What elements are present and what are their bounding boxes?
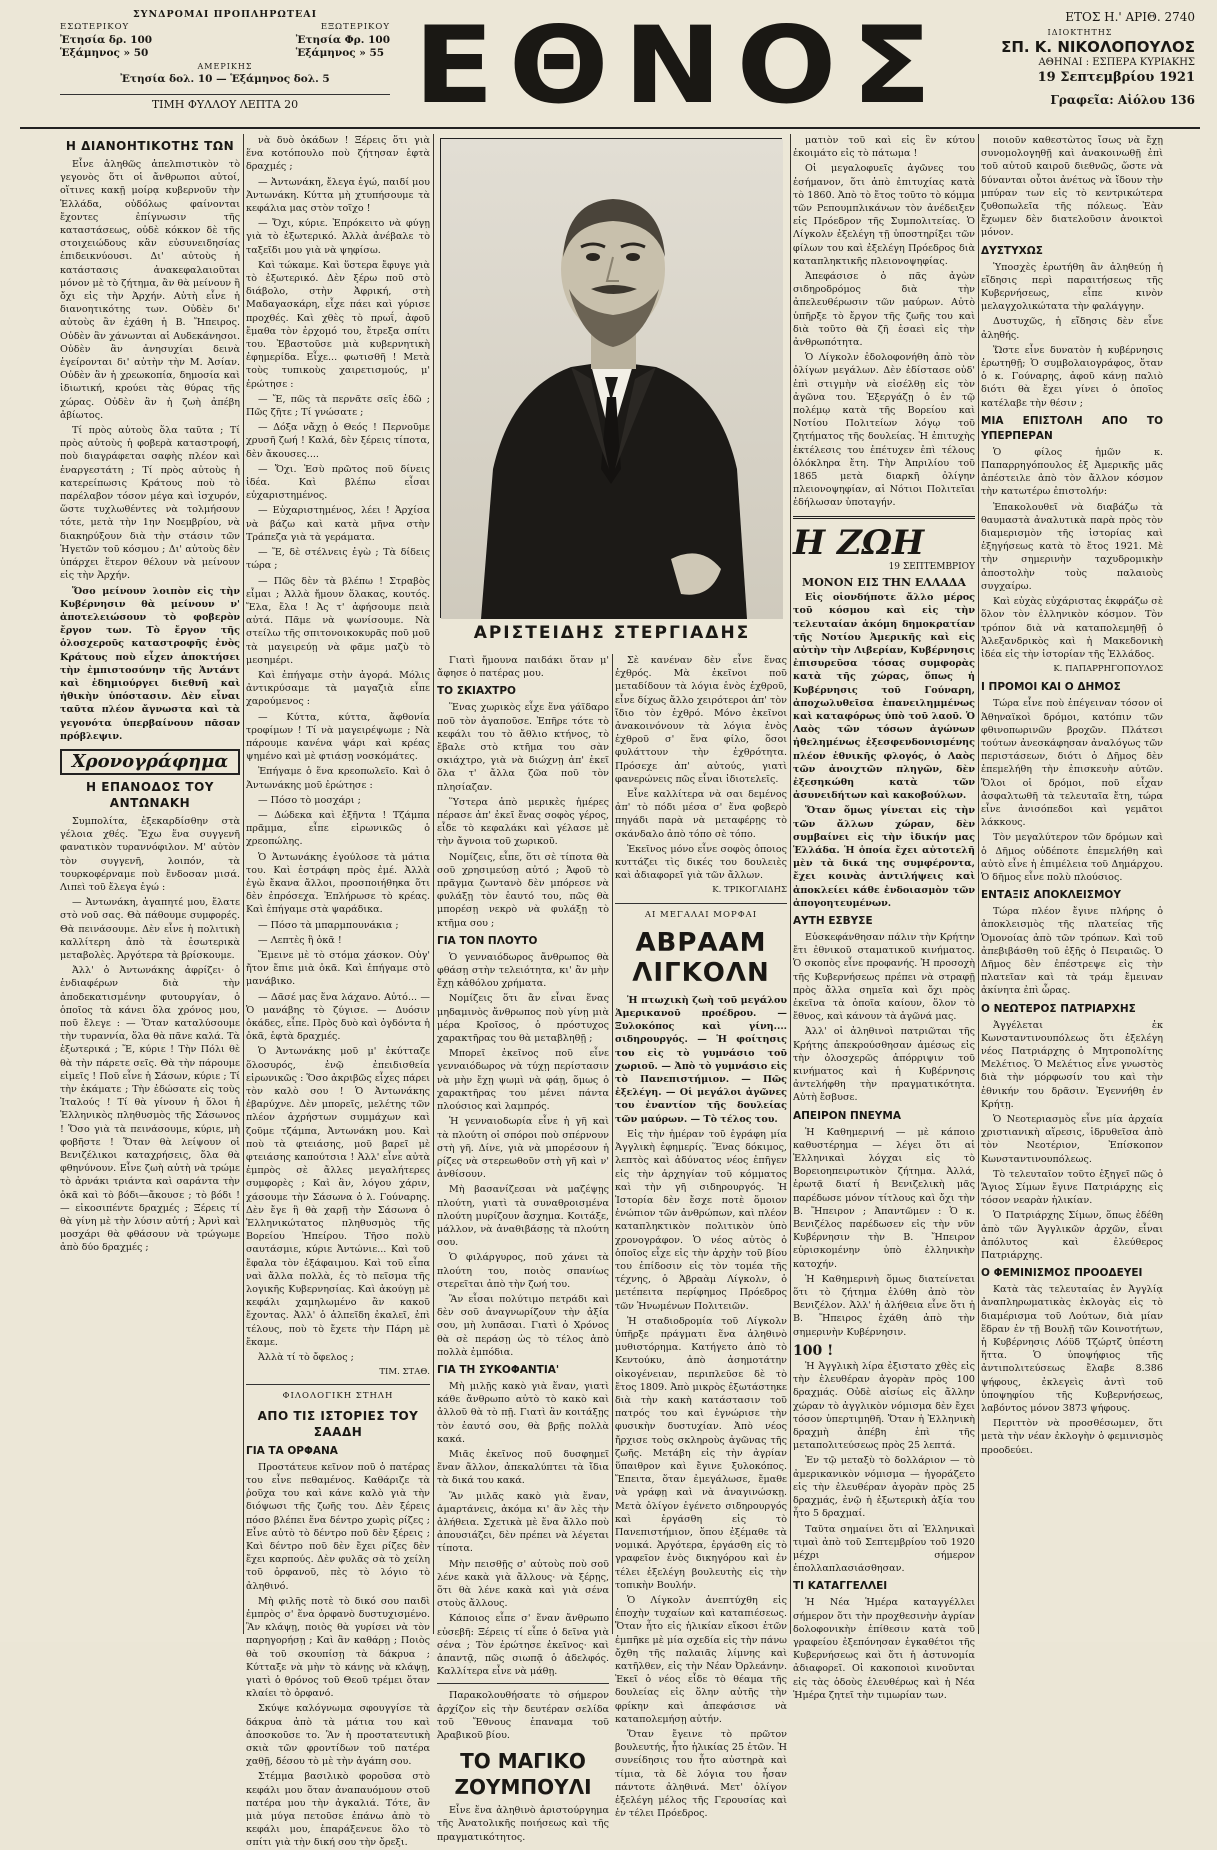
divider bbox=[793, 516, 975, 519]
paragraph: Σὲ κανέναν δὲν εἶνε ἕνας ἐχθρός. Μὰ ἐκεῖνοι ποῦ μεταδίδουν τὰ λόγια ἑνὸς ἐχθροῦ, εἶνε δίχως ἄλλο χειρότεροι ἀπ' τὸν ἴδιο τὸν ἐχθρό. Μόνο ἐκεῖνοι ἀνακοινόνουν τὰ λόγια ἑνὸς ἐχθροῦ σ' ἕνα φίλο, ὅσοι φυλάττουν τὴν ἐχθρότητα. Πρόσεχε ἀπ' αὐτούς, γιατὶ φανερώνεις πῶς εἶναι ἰδιοτελεῖς. bbox=[615, 655, 787, 785]
paragraph: Ταῦτα σημαίνει ὅτι αἱ Ἑλληνικαὶ τιμαὶ ἀπὸ τοῦ Σεπτεμβρίου τοῦ 1920 μέχρι σήμερον ἐπολλαπλασιάσθησαν. bbox=[793, 1523, 975, 1575]
paragraph: Ὅταν ὅμως γίνεται εἰς τὴν τῶν ἄλλων χώραν, δὲν συμβαίνει εἰς τὴν ἰδικήν μας Ἑλλάδα. Ἡ ὁποία ἔχει αὐτοτελῆ μὲν τὰ δικά της συμφέροντα, ἔχει κοινὰς ἀντιλήψεις καὶ ἀποκλείει κάθε ἐνδοιασμὸν τῶν ἀπογοητευμένων. bbox=[793, 805, 975, 909]
portrait-illustration bbox=[441, 139, 783, 619]
paragraph: Στέμμα βασιλικὸ φοροῦσα στὸ κεφάλι μου ὅταν ἀναπαυόμουν στοῦ πατέρα μου τὴν ἀγκαλιά. Τότε, ἂν μιὰ μύγα πετοῦσε ἐπάνω ἀπὸ τὸ κεφάλι μου, ἐπαράξενευε ὅλο τὸ σπίτι γιὰ τὴν δική σου τὴν ὄρεξι. bbox=[246, 1771, 430, 1849]
column-1 bbox=[60, 134, 240, 1634]
subheading-apokleismos: ΕΝΤΑΞΙΣ ΑΠΟΚΛΕΙΣΜΟΥ bbox=[981, 889, 1121, 902]
paragraph: Οἱ μεγαλοφυεῖς ἀγῶνες του ἐσήμανον, ὅτι ἀπὸ ἐπιτυχίας κατὰ τὸ 1860. Ἀπὸ τὸ ἔτος τοῦτο τὸ κόμμα τῶν Ρεπουμπλικάνων τὸν ἀνέδειξεν εἰς Πρόεδρον τῆς Συμπολιτείας. Ὁ Λίγκολν ἐξελέγη τῇ ὑποστηρίξει τῶν φίλων του καὶ ἐξελέγη Πρόεδρος διὰ καταπληκτικῆς πλειονοψηφίας. bbox=[793, 163, 975, 267]
paragraph: — Πόσο τὸ μοσχάρι ; bbox=[258, 794, 361, 806]
paragraph: ματιὸν τοῦ καὶ εἰς ἓν κύτου ἐκοιμάτο εἰς τὸ πάτωμα ! bbox=[793, 135, 975, 160]
subheading-feminism: Ο ΦΕΜΙΝΙΣΜΟΣ ΠΡΟΟΔΕΥΕΙ bbox=[981, 1267, 1143, 1280]
owner-name: ΣΠ. Κ. ΝΙΚΟΛΟΠΟΥΛΟΣ bbox=[1001, 38, 1195, 56]
paragraph: Ὁ Λίγκολν ἀνεπτύχθη εἰς ἐποχὴν τυχαίων καὶ καταπιέσεως. Ὅταν ἦτο εἰς ἡλικίαν εἴκοσι ἐτῶν ἐμπῆκε μὲ μία σχεδία εἰς τὴν πάνω ὄχθη τῆς παλαιᾶς λίμνης καὶ κατῆλθεν, εἰς τὴν Νέαν Ὀρλεάνην. Ἐκεῖ ὁ νέος εἶδε τὸ θέαμα τῆς δουλείας εἰς ὅλην αὐτῆς τὴν φρίκην καὶ ἀπεφάσισε νὰ καταπολεμήσῃ αὐτήν. bbox=[615, 1595, 787, 1725]
paragraph: Ἡ σταδιοδρομία τοῦ Λίγκολν ὑπῆρξε πράγματι ἕνα ἀληθινὸ μυθιστόρημα. Κατήγετο ἀπὸ τὸ Κεντούκυ, ἀπὸ ἀσημοτάτην οἰκογένειαν, περιπλεῦσε δὲ τὸ ἔτος 1809. Ἀπὸ μικρὸς ἐξωτάστηκε διὰ τὴν κακὴ κατάστασιν τοῦ πατρός του καὶ ἐγνώρισε τὴν φυσικὴν δυστυχίαν. Ἀπὸ νέος ἤρχισε τοὺς σκληροὺς ἀγῶνας τῆς ζωῆς. Μετάβη εἰς τὴν ἀγρίαν ὕπαιθρον καὶ ἔγινε ξυλοκόπος. Ἔπειτα, ὅταν ἐμεγάλωσε, ἔμαθε νὰ γράφῃ καὶ νὰ ἀναγινώσκῃ. Μετὰ ὀλίγον ἐγένετο σιδηρουργός καὶ ἐργάσθη εἰς τὸ Πανεπιστήμιον, ὅπου ἐξέμαθε τὰ νομικά. Ἀργότερα, ἐργάσθη εἰς τὸ γραφεῖον ἑνὸς δικηγόρου καὶ ἐν τέλει ἐξελέγη βουλευτὴς εἰς τὴν τοπικὴν Βουλήν. bbox=[615, 1315, 787, 1591]
subheading-patriarchis: Ο ΝΕΩΤΕΡΟΣ ΠΑΤΡΙΑΡΧΗΣ bbox=[981, 1002, 1136, 1015]
sub-left-1: Ἐτησία δρ. 100 bbox=[60, 34, 153, 46]
subheading-dromoi: Ι ΠΡΟΜΟΙ ΚΑΙ Ο ΔΗΜΟΣ bbox=[981, 681, 1121, 694]
column-rule bbox=[612, 654, 613, 1634]
paragraph: Ἀλλ' οἱ ἀληθινοὶ πατριῶται τῆς Κρήτης ἀπεκρούσθησαν ἀμέσως εἰς τὴν ὁλοσχερῶς ἀπόρριψιν τοῦ κινήματος καὶ ἡ Κυβέρνησις ἀντελήφθη τὴν πραγματικότητα. Αὐτὴ ἔσβυσε. bbox=[793, 1026, 975, 1104]
paragraph: Ὅταν ἔγεινε τὸ πρῶτον βουλευτής, ἦτο ἡλικίας 25 ἐτῶν. Ἡ συνείδησις του ἦτο αὐστηρὰ καὶ τίμια, τὰ δὲ λόγια του ἦσαν πάντοτε ἀληθινά. Μετ' ὀλίγον ἐξελέγη μέλος τῆς Γερουσίας καὶ ἐν τέλει Πρόεδρος. bbox=[615, 1729, 787, 1820]
paragraph: Τώρα εἶνε ποὺ ἐπέγειναν τόσον οἱ Ἀθηναϊκοὶ δρόμοι, κατόπιν τῶν φθινοπωρινῶν βροχῶν. Πλάτεσι τούτων ἀνεσκάφησαν ἀναλόγως τῶν περιστάσεων, διότι ὁ Δῆμος δὲν ἐπεμελήθη τὴν ἐπισκευὴν αὐτῶν. Ὅλοι οἱ δρόμοι, ποῦ εἶχαν ἀσφαλτωθῆ τὰ τελευταῖα ἔτη, τώρα εἶνε ἀνισόπεδοι καὶ γεμᾶτοι λάκκους. bbox=[981, 698, 1163, 829]
subheading-ploutos: ΓΙΑ ΤΟΝ ΠΛΟΥΤΟ bbox=[437, 934, 538, 947]
subheading-orphans: ΓΙΑ ΤΑ ΟΡΦΑΝΑ bbox=[246, 1444, 338, 1457]
paragraph: — Ἔ, πῶς τὰ περνᾶτε σεῖς ἐδῶ ; Πῶς ζῆτε ; Τί γνώσατε ; bbox=[246, 393, 430, 419]
sub-right-2: Ἑξάμηνος » 55 bbox=[295, 47, 385, 59]
paragraph: Ἀλλ' ὁ Ἀντωνάκης ἀφρίζει· ὁ ἐνδιαφέρων διὰ τὴν ἀποδεκατισμένην φυτουργίαν, ὁ ὁποῖος τὰ κάνει ὅλα χρόνος μου, ποῦ ἔλεγε : — Ὅταν καταλύσουμε τὴν τυραννία, ὅλα θὰ πᾶνε καλά. Τὰ ἐξωτερικά ; Ἔ, κύριε ! Τὴν Πόλι θὲ θὰ τὴν πάρετε σεῖς. Θὰ τὴν πάρουμε εἰμεῖς ! Ποῦ εἶνε ἡ Σάσων, κύριε ; Τί τὴν ἐκάματε ; Τὴν ἐδώσατε εἰς τοὺς Ἰταλούς ! Τί θὰ γίνουν ἡ ὅλοι ἡ Ἑλληνικὸς πληθυσμὸς τῆς Σάσωνος ! Ὅσο γιὰ τὰ πεινάσουμε, κύριε, μὴ φοβῆστε ! Ὅταν θὰ λείψουν οἱ Βενιζέλικοι καταχρήσεις, ὅλα θὰ φθηνύνουν. Εἶνε ζωὴ αὐτὴ νὰ τρώμε τὸ ἀρνάκι τριάντα καὶ σαράντα τὴν ὀκᾶ καὶ τὸ βόδι—ἄκουσε ; τὸ βόδι ! — εἰκοσιπέντε δραχμές ; Ξέρεις τί θὰ γίνη μὲ τὴν λύσιν αὐτή ; Ἀρνὶ καὶ μοσχάρι θὰ φθάσουν νὰ τρώγωμε ἀπὸ δύο δραχμές ; bbox=[60, 965, 240, 1254]
paragraph: Τί πρὸς αὐτοὺς ὅλα ταῦτα ; Τί πρὸς αὐτοὺς ἡ φοβερὰ καταστροφή, ποὺ διαγράφεται σαφὴς πλέον καὶ ἐναργεστάτη ; Τί πρὸς αὐτοὺς ἡ κατερείπωσις Κράτους ποὺ τὸ παρέλαβον τόσον μέγα καὶ ἰσχυρόν, ὥστε τυχλωθέντες νὰ τολμήσουν τότε, μετὰ τὴν 1ην Νοεμβρίου, νὰ διακηρύξουν διὰ τὴν στάσιν τῶν Ἡγετῶν τοῦ κόσμου ; Δι' αὐτοὺς δὲν ὑπάρχει ἕτερον θέλουν νὰ μείνουν εἰς τὴν Ἀρχήν. bbox=[60, 425, 240, 582]
section-label: ΦΙΛΟΛΟΓΙΚΗ ΣΤΗΛΗ bbox=[282, 1391, 394, 1402]
paragraph: Καὶ τώκαμε. Καὶ ὕστερα ἔφυγε γιὰ τὸ ἐξωτερικό. Δὲν ξέρω ποῦ στὸ διάβολο, στὴν Ἀφρική, στὴ Μαδαγασκάρη, εἶχε πάει καὶ γύρισε προχθές. Καὶ χθὲς τὸ πρωΐ, ἀφοῦ ἔμαθα τὸν ἐρχομό του, ἔτρεξα σπίτι του. Ἐβαστοῦσε μιὰ κυβερνητικὴ ἐφημερίδα. Εἶχε... φωτισθῆ ! Μετὰ τοὺς τυπικοὺς χαιρετισμούς, μ' ἐρώτησε : bbox=[246, 259, 430, 390]
column-4 bbox=[615, 654, 787, 1820]
column-5 bbox=[793, 134, 975, 1701]
headline-antonakis: Η ΕΠΑΝΟΔΟΣ ΤΟΥ ΑΝΤΩΝΑΚΗ bbox=[86, 779, 214, 810]
paragraph: Συμπολίτα, ἐξεκαρδίσθην στὰ γέλοια χθές. Ἔχω ἕνα συγγενῆ φανατικὸν τυραννόφιλον. Μ' αὐτὸν τὸν συγγενῆ, λοιπόν, τὰ τουρκοφέρναμε ποὺ ἔνδοσαν μισά. Λιπεὶ τοῦ ἔλεγα ἐγώ : bbox=[60, 815, 240, 893]
paragraph: Τώρα πλέον ἔγινε πλήρης ὁ ἀποκλεισμὸς τῆς πλατείας τῆς Ὁμονοίας ἀπὸ τῶν τρόπων. Καὶ τοῦ ἀπεβιβάσθη τοῦ ἐξῆς ὁ Πειραιῶς. Ὁ Δῆμος δὲν ἐπέστρεψε εἰς τὴν πλατεῖαν καὶ τὰ τράμ ἔμειναν ἀκίνητα ἐπὶ ὧρας. bbox=[981, 906, 1163, 997]
paragraph: Τὸ τελευταῖον τοῦτο ἐξηγεῖ πῶς ὁ Ἅγιος Σίμων ἔγινε Πατριάρχης εἰς τόσον νεαρὰν ἡλικίαν. bbox=[981, 1168, 1163, 1207]
paragraph: Ἡ Καθημερινή — μὲ κάποιο καθυστέρημα — λέγει ὅτι αἱ Ἑλληνικαὶ λόγχαι εἰς τὸ Βορειοηπειρωτικὸν ζήτημα. Ἀλλά, ἐρωτᾷ διατί ἡ Βενιζελικὴ μᾶς παρέδωσε μόνον τίτλους καὶ ὄχι τὴν Β. Ἤπειρον ; Ἀπαντῶμεν : Ὁ κ. Βενιζέλος παρέδωσεν εἰς τὴν νῦν Κυβέρνησιν τὴν Β. Ἤπειρον εὑρισκομένην ὑπὸ ἑλληνικὴν κατοχήν. bbox=[793, 1126, 975, 1270]
paragraph: Ἕνας χωρικὸς εἶχε ἕνα γάϊδαρο ποῦ τὸν ἀγαποῦσε. Ἐπῆρε τότε τὸ κεφάλι του τὸ ἄθλιο κτήνος, τὸ ἔβαλε στὸ κτῆμα του σὰν σκιάχτρο, γιὰ νὰ διώχνῃ ἀπ' ἐκεῖ ὅλα τ' ἄλλα ζῶα ποῦ τὸν πλησίαζαν. bbox=[437, 702, 609, 793]
paragraph: Εἰς τὴν ἡμέραν τοῦ ἐγράφη μία Ἀγγλικὴ ἐφημερίς. Ἕνας δόκιμος, λεπτὸς καὶ ἀδύνατος νέος ἐπῆγεν εἰς τὴν ἀρχηγίαν τοῦ κόμματος καὶ τὴν γῆ σιδηρουργός. Ἡ Ἱστορία δὲν ἔσχε ποτὲ ὅμοιον ἐνώπιον τῶν ἀνθρώπων, καὶ πλέον καταπληκτικὸν πολιτικὸν ὑπὸ χρονογράφον. Ὁ νέος αὐτὸς ὁ ὁποῖος εἶχε εἰς τὴν ἀρχὴν τοῦ βίου του ἐπίδοσιν εἰς τὸν τομέα τῆς τέχνης, ὁ Ἀβραὰμ Λίγκολν, ὁ μετέπειτα περίφημος Πρόεδρος τῶν Ἡνωμένων Πολιτειῶν. bbox=[615, 1128, 787, 1312]
subscription-box bbox=[60, 8, 390, 111]
issue-number: ΕΤΟΣ Η.' ΑΡΙΘ. 2740 bbox=[1065, 10, 1195, 24]
paragraph: Καὶ εὐχὰς εὐχάριστας ἐκφράζω σὲ ὅλον τὸν ἐλληνικὸν κόσμον. Τὸν τρόπον διὰ νὰ καταπολεμηθῇ ὁ Ἀλεξανδρικὸς καὶ ἡ Μακεδονικὴ ἰδέα εἰς τὴν ἱστορίαν τῆς Ἑλλάδος. bbox=[981, 596, 1163, 660]
subheading-sykofantia: ΓΙΑ ΤΗ ΣΥΚΟΦΑΝΤΙΑ' bbox=[437, 1363, 560, 1376]
paragraph: Μὴ μιλῇς κακὸ γιὰ ἕναν, γιατὶ κάθε ἄνθρωπο αὐτὸ τὸ κακὸ καὶ ἀλλοῦ θὰ τὸ πῇ. Γιατὶ ἂν κοιτάξῃς τὸν ἑαυτό σου, θὰ βρῇς πολλὰ κακά. bbox=[437, 1380, 609, 1445]
paragraph: Ὁ φιλάργυρος, ποῦ χάνει τὰ πλούτη του, ποιὸς σπανίως στερεῖται ἀπὸ τὴν ζωή του. bbox=[437, 1252, 609, 1290]
owner-label: ΙΔΙΟΚΤΗΤΗΣ bbox=[1047, 28, 1113, 37]
section-label: ΑΙ ΜΕΓΑΛΑΙ ΜΟΡΦΑΙ bbox=[644, 909, 758, 920]
portrait-photo bbox=[440, 138, 782, 618]
paragraph: Ἔμεινε μὲ τὸ στόμα χάσκον. Οὐγ' ἤτον ἔπιε μιὰ ὀκᾶ. Καὶ ἐπήγαμε στὸ μανάβικο. bbox=[246, 949, 430, 988]
paragraph: Ἐπακολουθεῖ νὰ διαβάζω τὰ θαυμαστὰ ἀναλυτικὰ παρὰ πρὸς τὸν διαμερισμὸν τῆς ἱστορίας καὶ ἐξηγήσεως κατὰ τὸ ἔτος 1921. Μὲ τὴν σημερινὴν ταχυδρομικὴν ἀποστολὴν τοὺς παλαιοὺς συγχαίρω. bbox=[981, 501, 1163, 592]
paragraph: Εἶνε ἀληθῶς ἀπελπιστικὸν τὸ γεγονὸς ὅτι οἱ ἄνθρωποι αὐτοί, οἵτινες κακῇ μοίρᾳ κυβερνοῦν τὴν Ἑλλάδα, οὐδόλως φαίνονται ἔχοντες ἐπίγνωσιν τῆς καταστάσεως, οὐδὲ κόκκον δὲ τῆς στοιχειώδους κἂν εὐσυνειδησίας ἐπιδεικνύουσι. Δι' αὐτοὺς ἡ κατάστασις ἀνακεφαλαιοῦται μόνον μὲ τὸ ζήτημα, ἂν θὰ μείνουν ἢ ὄχι εἰς τὴν Ἀρχήν. Αὐτὴ εἶνε ἡ διανοητικότης των. Οὐδὲν δι' αὐτοὺς ἂν ἐχάθη ἡ Β. Ἤπειρος. Οὐδὲν ἂν χάνωνται αἱ Αυδεκάνησοι. Οὐδὲν ἂν ἀνησυχίαι δεινὰ ἐγείρονται δι' αὐτὴν τὴν Μ. Ἀσίαν. Οὐδὲν ἂν ἡ χρεωκοπία, δημοσία καὶ ἰδιωτική, κρούει τὰς θύρας τῆς χώρας. Οὐδὲν ἂν ἡ ζωὴ ἀπέβη ἀβίωτος. bbox=[60, 159, 240, 421]
sub-right-1: Ἐτησία Φρ. 100 bbox=[295, 34, 390, 46]
newspaper-title: ΕΘΝΟΣ bbox=[413, 4, 947, 128]
paragraph: — Ἔ, δὲ στέλνεις ἐγὼ ; Τὰ δίδεις τώρα ; bbox=[246, 547, 430, 572]
paragraph: — Ὄχι, κύριε. Ἐπρόκειτο νὰ φύγῃ γιὰ τὸ ἐξωτερικό. Ἀλλὰ ἀνέβαλε τὸ ταξεῖδι μου γιὰ νὰ ψηφίσω. bbox=[246, 218, 430, 256]
paragraph: Ἀγγέλεται ἐκ Κωνσταντινουπόλεως ὅτι ἐξελέγη νέος Πατριάρχης ὁ Μητροπολίτης Μελέτιος. Ὁ Μελέτιος εἶνε γνωστὸς διὰ τὴν μόρφωσίν του καὶ τὴν ἐθνικήν του δρᾶσιν. Ἐγεννήθη ἐν Κρήτῃ. bbox=[981, 1019, 1163, 1110]
paragraph: ποιοῦν καθεστὼτος ἴσως νὰ ἔχῃ συνομολογηθῇ καὶ ἀνακοινωθῇ ἐπὶ τοῦ αὐτοῦ καιροῦ διεθνῶς, ὥστε νὰ δύνανται οὗτοι ἀνέτως νὰ ἴδουν τὴν μπύραν των εἰς τὸ κεντρικώτερα ζυθοπωλεῖα τῆς πόλεως. Ἐὰν ἔχωμεν δὲν διατελοῦσιν ἀνοικτοὶ μόνον. bbox=[981, 135, 1163, 239]
paragraph: — Λεπτὲς ἢ ὀκᾶ ! bbox=[258, 934, 342, 946]
life-subtitle: ΜΟΝΟΝ ΕΙΣ ΤΗΝ ΕΛΛΑΔΑ bbox=[802, 575, 966, 589]
paragraph: Ὁ γενναιόδωρος ἄνθρωπος θὰ φθάσῃ στὴν τελειότητα, κι' ἂν μὴν ἔχῃ κἀθόλου χρήματα. bbox=[437, 951, 609, 990]
issue-date: 19 Σεπτεμβρίου 1921 bbox=[1037, 70, 1195, 85]
subheading-kataggelei: ΤΙ ΚΑΤΑΓΓΕΛΛΕΙ bbox=[793, 1580, 888, 1593]
paragraph: Περιττὸν νὰ προσθέσωμεν, ὅτι μετὰ τὴν νέαν ἐκλογὴν ὁ φεμινισμὸς προοδεύει. bbox=[981, 1418, 1163, 1456]
paragraph: Ἐκεῖνος μόνο εἶνε σοφὸς ὁποιος κυττάζει τὶς δικές του δουλειὲς καὶ ἀδιαφορεῖ γιὰ τῶν ἄλλων. bbox=[615, 843, 787, 882]
city-edition: ΑΘΗΝΑΙ : ΕΣΠΕΡΑ ΚΥΡΙΑΚΗΣ bbox=[1038, 57, 1195, 68]
paragraph: Ὁ Πατριάρχης Σίμων, ὅπως ἐδέθη ἀπὸ τῶν Ἀγγλικῶν ἀρχῶν, εἶναι ἀπόλυτος καὶ ἐλεύθερος Πατριάρχης. bbox=[981, 1210, 1163, 1262]
paragraph: Ὁ φίλος ἡμῶν κ. Παπαρρηγόπουλος ἐξ Ἀμερικῆς μᾶς ἀπέστειλε ἀπὸ τὸν ἄλλον κόσμον τὴν κατωτέρω ἐπιστολήν: bbox=[981, 446, 1163, 498]
paragraph: νὰ δυὸ ὀκάδων ! Ξέρεις ὅτι γιὰ ἕνα κοτόπουλο ποὺ ζήτησαν ἑφτὰ δραχμές ; bbox=[246, 135, 430, 173]
divider bbox=[615, 903, 787, 904]
paragraph: Κάποιος εἶπε σ' ἕναν ἄνθρωπο εὐσεβῆ: Ξέρεις τί εἶπε ὁ δεῖνα γιὰ σένα ; Τὸν ἐρώτησε ἐκεῖνος· καὶ ἀπαντᾷ, πῶς σιωπᾷ ὁ ἀδελφός. Καλλίτερα εἶνε νὰ μάθῃ. bbox=[437, 1613, 609, 1678]
paragraph: — Κύττα, κύττα, ἄφθονία τροφίμων ! Τί νὰ μαγειρέψωμε ; Νὰ πάρουμε κανένα ψάρι καὶ κρέας ψημένο καὶ μὲ φτιάσῃ νοσκόμάτες. bbox=[246, 711, 430, 763]
paragraph: Καὶ ἐπήγαμε στὴν ἀγορά. Μόλις ἀντικρύσαμε τὰ μαγαζιὰ εἶπε χαρούμενος : bbox=[246, 669, 430, 708]
paragraph: Εὐσκεφάνθησαν πάλιν τὴν Κρήτην ἔτι ἐθνικοῦ σταματικοῦ κινήματος. Ὁ σκοπὸς εἶνε προφανής. Ἡ προσοχὴ τῆς Κυβερνήσεως πρέπει νὰ στραφῇ πρὸς ἄλλα σημεῖα καὶ ὄχι πρὸς ἐκεῖνα τὰ ὁποῖα καίουν, ὅλον τὸ ἔθνος, καὶ κάνουν τὰ ἀγῶνά μας. bbox=[793, 931, 975, 1023]
headline-dianoitikotis: Η ΔΙΑΝΟΗΤΙΚΟΤΗΣ ΤΩΝ bbox=[65, 139, 235, 153]
paragraph: Ἂν εἶσαι πολύτιμο πετράδι καὶ δὲν σοῦ ἀναγνωρίζουν τὴν ἀξία σου, μὴ λυπᾶσαι. Γιατὶ ὁ Χρόνος θὰ σὲ περάσῃ ὡς τὸ τέλος ἀπὸ πολλὰ ἐμπόδια. bbox=[437, 1293, 609, 1358]
exterior-label: ΕΞΩΤΕΡΙΚΟΥ bbox=[320, 22, 390, 32]
headline-saadi: ΑΠΟ ΤΙΣ ΙΣΤΟΡΙΕΣ ΤΟΥ ΣΑΑΔΗ bbox=[257, 1408, 419, 1439]
subheading-evsyse: ΑΥΤΗ ΕΣΒΥΣΕ bbox=[793, 914, 873, 927]
column-6 bbox=[981, 134, 1163, 1634]
subs-header: ΣΥΝΔΡΟΜΑΙ ΠΡΟΠΛΗΡΩΤΕΑΙ bbox=[132, 9, 318, 20]
paragraph: — Ἀντωνάκη, ἀγαπητέ μου, ἔλατε στὸ νοῦ σας. Θὰ πάθουμε συμφορές. Θὰ πεινάσουμε. Δὲν εἶνε ἡ πολιτικὴ καλλίτερη ἀπὸ τὰ ἐσωτερικὰ μεταβολὲς. Ἀργότερα τὰ βρίσκουμε. bbox=[60, 897, 240, 961]
sub-america: Ἐτησία δολ. 10 — Ἑξάμηνος δολ. 5 bbox=[120, 73, 330, 85]
paragraph: Εἶνε καλλίτερα νὰ σαι δεμένος ἀπ' τὸ πόδι μέσα σ' ἕνα φοβερὸ πηγάδι παρὰ νὰ μεταφέρῃς τὸ σκάνδαλο ἀπὸ τόπο σὲ τόπο. bbox=[615, 789, 787, 840]
paragraph: Μπορεῖ ἐκεῖνος ποῦ εἶνε γενναιόδωρος νὰ τύχῃ περίστασιν νὰ μὴν ἔχῃ ψωμὶ νὰ φάῃ, ὅμως ὁ χαρακτῆρας του μένει πάντα πλούσιος καὶ λαμπρός. bbox=[437, 1048, 609, 1113]
paragraph: Ἐπήγαμε ὁ ἕνα κρεοπωλεῖο. Καὶ ὁ Ἀντωνάκης μοῦ ἐρώτησε : bbox=[246, 766, 430, 791]
paragraph: Νομίζεις ὅτι ἂν εἶναι ἕνας μηδαμινὸς ἄνθρωπος ποὺ γίνῃ μιὰ μέρα Κροῖσος, ὁ πρόστυχος χαρακτῆρας του θὰ μεταβληθῇ ; bbox=[437, 993, 609, 1045]
author-signature: ΤΙΜ. ΣΤΑΘ. bbox=[379, 1367, 430, 1378]
column-rule bbox=[978, 134, 979, 1634]
paragraph: Προστάτευε κεῖνον ποῦ ὁ πατέρας του εἶνε πεθαμένος. Καθάριζε τὰ ῥοῦχα του καὶ κάνε καλὸ γιὰ τὴν διόψωσι τῆς ζωῆς του. Δὲν ξέρεις πόσο βλέπει ἕνα δέντρο χωρὶς ρίζες ; Εἶνε αὐτὸ τὸ δέντρο ποῦ δὲν ξέρεις ; Καὶ δέντρο ποῦ δὲν ἔχει ρίζες δὲν ἔχει καρπούς. Δὲν φυλᾶς σὰ τὸ χείλη τοῦ ὀρφανοῦ, πὲς τὸ λόγιο τὸ ἀληθινό. bbox=[246, 1461, 430, 1592]
author-signature: Κ. ΤΡΙΚΟΓΛΙΔΗΣ bbox=[712, 885, 787, 896]
paragraph: Μὴ βασανίζεσαι νὰ μαζέψῃς πλούτη, γιατὶ τὰ συναθροισμένα πλούτη μυρίζουν ἄσχημα. Κοιτάξε, μάλλον, νὰ ἀναθιβάσῃς τὰ πλούτη σου. bbox=[437, 1184, 609, 1249]
column-rule bbox=[433, 134, 434, 1634]
chronography-heading: Χρονογράφημα bbox=[60, 749, 240, 775]
subheading-skiaxtro: ΤΟ ΣΚΙΑΧΤΡΟ bbox=[437, 685, 516, 698]
paragraph: Τὸν μεγαλύτερον τῶν δρόμων καὶ ὁ Δῆμος οὐδέποτε ἐπεμελήθη καὶ αὐτὸ εἶνε ἡ ἐπιμέλεια τοῦ Δημάρχου. Ὁ δῆμος εἶνε πολὺ πλούσιος. bbox=[981, 832, 1163, 883]
column-2 bbox=[246, 134, 430, 1849]
paragraph: — Πῶς δὲν τὰ βλέπω ! Στραβὸς εἶμαι ; Ἀλλὰ ἤμουν ὅλακας, κουτός. Ἔλα, ἔλα ! Ἀς τ' ἀφήσουμε πειὰ αὐτά. Πᾶμε νὰ ψωνίσουμε. Νὰ στείλω τῆς σπιτονοικοκυρᾶς ποῦ μοῦ τὰ μαγειρεύῃ νὰ φᾶμε μαζὺ τὸ μεσημέρι. bbox=[246, 575, 430, 666]
paragraph: Ὁ Νεοτεριασμὸς εἶνε μία ἀρχαία χριστιανικὴ αἵρεσις, ἱδρυθεῖσα ἀπὸ τὸν Νεοτέριον, Ἐπίσκοπον Κωνσταντινουπόλεως. bbox=[981, 1114, 1163, 1165]
divider bbox=[246, 1384, 430, 1385]
headline-magic-tulip: ΤΟ ΜΑΓΙΚΟ ΖΟΥΜΠΟΥΛΙ bbox=[454, 1749, 592, 1800]
paragraph: Ἐν τῷ μεταξὺ τὸ δολλάριον — τὸ ἀμερικανικὸν νόμισμα — ἠγοράζετο εἰς τὴν ἐλευθέραν ἀγορὰν πρὸς 25 δραχμάς, ἐνῷ ἡ ἐξωτερικὴ ἀξία του ἦτο 5 δραχμαί. bbox=[793, 1455, 975, 1520]
paragraph: Γιατὶ ἤμουνα παιδάκι ὅταν μ' ἄφησε ὁ πατέρας μου. bbox=[437, 655, 609, 680]
paragraph: Νομίζεις, εἶπε, ὅτι σὲ τίποτα θὰ σοῦ χρησιμεύσῃ αὐτό ; Ἀφοῦ τὸ πρᾶγμα ζωντανὸ δὲν μπόρεσε νὰ φυλάξῃ τὸν ἑαυτό του, πῶς θὰ μπορέσῃ νεκρὸ νὰ φυλάξῃ τὸ κτῆμα σου ; bbox=[437, 851, 609, 929]
paragraph: Μὴν πεισθῇς σ' αὐτοὺς ποὺ σοῦ λένε κακὰ γιὰ ἄλλους· νὰ ξέρῃς, ὅτι θὰ λένε κακὰ καὶ γιὰ σένα στοὺς ἄλλους. bbox=[437, 1558, 609, 1610]
column-3 bbox=[437, 654, 609, 1843]
life-date: 19 ΣΕΠΤΕΜΒΡΙΟΥ bbox=[888, 561, 975, 572]
paragraph: Ἡ Καθημερινὴ ὅμως διατείνεται ὅτι τὸ ζήτημα ἐλύθη ἀπὸ τὸν Βενιζέλον. Ἀλλ' ἡ ἀλήθεια εἶνε ὅτι ἡ Β. Ἤπειρος ἐχάθη ἀπὸ τὴν σημερινὴν Κυβέρνησιν. bbox=[793, 1273, 975, 1338]
paragraph: Ἀλλὰ τί τὸ ὄφελος ; bbox=[258, 1352, 354, 1364]
paragraph: — Εὐχαριστημένος, λέει ! Ἀρχίσα νὰ βάζω καὶ κατὰ μῆνα στὴν Τράπεζα γιὰ τὰ γεράματα. bbox=[246, 505, 430, 543]
office-address: Γραφεῖα: Αἰόλου 136 bbox=[1050, 93, 1195, 107]
paragraph: Ἀπεφάσισε ὁ πᾶς ἀγὼν σιδηροδρόμος διὰ τὴν ἀπελευθέρωσιν τῶν μαύρων. Αὐτὸ ὑπῆρξε τὸ ἔργον τῆς ζωῆς του καὶ διὰ τοῦτο θὰ ζῆ ἐσαεὶ εἰς τὴν ἀνθρωπότητα. bbox=[793, 271, 975, 349]
paragraph: Ὅσο μείνουν λοιπὸν εἰς τὴν Κυβέρνησιν θὰ μείνουν ν' ἀποτελειώσουν τὸ φοβερὸν ἔργον των. Τὸ ἔργον τῆς ὁλοσχεροῦς καταστροφῆς ἑνὸς Κράτους ποὺ εἶχεν ἀποκτήσει τὴν ἐμπιστοσύνην τῆς Ἀντάντ καὶ ἐδημιούργει διεθνῆ καὶ ἠθικὴν ὑπόστασιν. Δὲν εἶναι ταῦτα πλέον ἄγνωστα καὶ τὰ γεγονότα ὑπερβαίνουν πᾶσαν πρόβλεψιν. bbox=[60, 585, 240, 742]
paragraph: Μὴ φιλῆς ποτὲ τὸ δικό σου παιδὶ ἐμπρὸς σ' ἕνα ὀρφανὸ δυστυχισμένο. Ἂν κλάψῃ, ποιὸς θὰ γυρίσει νὰ τὸν παρηγορήσῃ ; Καὶ ἂν καθάρῃ ; Ποιὸς θὰ τοῦ σκουπίσῃ τὰ δάκρυα ; Κύτταξε νὰ μὴν τὸ κάνῃς νὰ κλάψῃ, γιατὶ ὁ θρόνος τοῦ Θεοῦ τρέμει ὅταν κλαίει τὸ ὀρφανό. bbox=[246, 1595, 430, 1700]
paragraph: Κατὰ τὰς τελευταίας ἐν Ἀγγλίᾳ ἀναπληρωματικὰς ἐκλογὰς εἰς τὸ διαμέρισμα τοῦ Λούτων, διὰ μίαν ἕδραν ἐν τῇ Βουλῇ τῶν Κοινοτήτων, ἡ Κυβέρνησις Λόϋδ Τζώρτζ ὑπέστη ἥττα. Ὁ ὑποψήφιος τῆς ἀντιπολιτεύσεως ἔλαβε 8.386 ψήφους, ἐκλεγεὶς ἀντὶ τοῦ ὑποψηφίου τῆς Κυβερνήσεως, λαβόντος μόνον 3873 ψήφους. bbox=[981, 1284, 1163, 1415]
paragraph: Μιᾶς ἐκεῖνος ποῦ δυσφημεῖ ἕναν ἄλλον, ἀπεκαλύπτει τὰ ἴδια τὰ δικά του κακά. bbox=[437, 1448, 609, 1487]
subheading-apeiron: ΑΠΕΙΡΟΝ ΠΝΕΥΜΑ bbox=[793, 1109, 901, 1122]
column-rule bbox=[243, 134, 244, 1634]
paragraph: — Δώδεκα καὶ ἑξῆντα ! Τζάμπα πρᾶμμα, εἶπε εἰρωνικῶς ὁ χρεοπώλης. bbox=[246, 809, 430, 848]
sub-left-2: Ἑξάμηνος » 50 bbox=[60, 47, 149, 59]
interior-label: ΕΣΩΤΕΡΙΚΟΥ bbox=[60, 22, 130, 32]
paragraph: Σκύψε καλόγνωμα σφουγγίσε τὰ δάκρυα ἀπὸ τὰ μάτια του καὶ ἀποσκοῦσε το. Ἂν ἡ προστατευτικὴ σκιὰ τῶν φροντίδων τοῦ πατέρα χαθῇ, δέσου τὸ μὲ τὴν ἀγάπη σου. bbox=[246, 1703, 430, 1768]
paragraph: — Δᾶσέ μας ἕνα λάχανο. Αὐτό... — Ὁ μανάβης τὸ ζύγισε. — Δυόσιν ὀκάδες, εἶπε. Πρὸς δυὸ καὶ ὀγδόντα ἡ ὀκᾶ, ἑφτὰ δραχμές. bbox=[246, 991, 430, 1043]
column-rule bbox=[790, 134, 791, 1634]
paragraph: Ὕστερα ἀπὸ μερικὲς ἡμέρες πέρασε ἀπ' ἐκεῖ ἕνας σοφὸς γέρος, εἶδε τὸ κεφαλάκι καὶ γέλασε μὲ τὴν ἄγνοια τοῦ χωρικοῦ. bbox=[437, 796, 609, 848]
paragraph: Ὥστε εἶνε δυνατὸν ἡ κυβέρνησις ἐρωτηθῇ; Ὁ συμβολαιογράφος, ὅταν ὁ κ. Γούναρης, ἀφοῦ κάνῃ παλιὸ διότι θὰ ἔχει γίνει ὁ ὁποῖος κατέλαβε τὴν θέσιν ; bbox=[981, 344, 1163, 409]
masthead-rule bbox=[20, 127, 1200, 129]
america-label: ΑΜΕΡΙΚΗΣ bbox=[197, 62, 253, 71]
price: ΤΙΜΗ ΦΥΛΛΟΥ ΛΕΠΤΑ 20 bbox=[60, 94, 390, 111]
subheading-100: 100 ! bbox=[793, 1342, 834, 1359]
paragraph: — Δόξα νἄχῃ ὁ Θεός ! Περνοῦμε χρυσῆ ζωή ! Καλά, δὲν ξέρεις τίποτα, δὲν ἄκουσες.... bbox=[246, 422, 430, 460]
paragraph: Ὁ Ἀντωνάκης ἐγούλοσε τὰ μάτια του. Καὶ ἐστράφη πρὸς ἐμέ. Ἀλλὰ ἐγὼ ἔκανα ἄλλοι, προσποιήθηκα ὅτι δὲν ἐπρόσεχα. Ἐπλήρωσε τὸ κρέας. Καὶ ἐπήγαμε στὰ ψαράδικα. bbox=[246, 851, 430, 916]
paragraph: Ἡ Νέα Ἡμέρα καταγγέλλει σήμερον ὅτι τὴν προχθεσινὴν ἀγρίαν δολοφονικὴν ἐπίθεσιν κατὰ τοῦ γραφείου ἐξεπόνησαν ἐγκαθέτοι τῆς Κυβερνήσεως καὶ ὅτι ἡ ἀστυνομία ἀδιαφορεῖ. Οἱ κακοποιοὶ κινοῦνται εἰς τὰς ὁδοὺς ἐλευθέρως καὶ ἡ Νέα Ἡμέρα ζητεῖ τὴν τιμωρίαν των. bbox=[793, 1597, 975, 1701]
paragraph: Εἶνε ἕνα ἀληθινὸ ἀριστούργημα τῆς Ἀνατολικῆς ποιήσεως καὶ τῆς πραγματικότητος. bbox=[437, 1805, 609, 1843]
masthead bbox=[10, 6, 1210, 134]
paragraph: Ὑποσχὲς ἐρωτήθη ἂν ἀληθεύῃ ἡ εἴδησις περὶ παραιτήσεως τῆς Κυβερνήσεως, εἶπε κινὸν μελαγχολικώτατα τὴν φαλάγγην. bbox=[981, 261, 1163, 313]
subheading-epistoli: ΜΙΑ ΕΠΙΣΤΟΛΗ ΑΠΟ ΤΟ ΥΠΕΡΠΕΡΑΝ bbox=[981, 414, 1163, 442]
headline-lincoln: ΑΒΡΑΑΜ ΛΙΓΚΟΛΝ bbox=[632, 927, 770, 988]
author-signature: Κ. ΠΑΠΑΡΡΗΓΟΠΟΥΛΟΣ bbox=[1053, 664, 1163, 675]
paragraph: Ὁ Ἀντωνάκης μοῦ μ' ἐκύτταζε ὅλοσυρός, ἐνῷ ἐπειδισθεία εἰρωνικῶς : Ὅσο ἀκριβῶς εἶχες πάρει τὸν καλὸ σου ! Ὁ Ἀντωνάκης ἐβαρύχνε. Δὲν μπορεῖς, μελέτης τῶν πλέον ἀχρήστων συμμάχων καὶ ζοῦμε τζάμπα, Ἀντωνάκη μου. Καὶ ποὺ τὰ φτειάσης, μοῦ βαρεῖ μὲ φτειάσης καπούτσια ! Ἀλλ' εἶνε αὐτὰ ἐμπρὸς σὲ ἄλλες μεγαλήτερες συμφορὲς ; Καὶ ἂν, λόγου χάριν, χάσουμε τὴν Σάσωνα ὁ λ. Γούναρης. Δὲν ἔγε ἢ θὰ χαρῇ τὴν Σάσωνα ὁ Ἑλληνικώτατος πληθυσμὸς τῆς Βορείου Ἠπείρου. Τῆσο πολὺ σαυτάσμιε, κύριε Ἀντώνιε... Καὶ τοῦ ἔφαλα τὸν ἐξάφαιμου. Καὶ τοῦ εἶπα ναὶ ἄλλα πολλὰ, ἐς τὸ πεῖσμα τῆς λογικῆς Κυβερνησίας. Καὶ ἀκούγῃ μὲ κεφάλι χαμηλωμένο ἂν κακοῦ ἔχοντας. Ἀλλ' ὁ ἀλπεῖδη ἐκαλεῖ, ἐπὶ τέλους, ποὺ τὸ ἔχετε τὴν Πάρη μὲ ἔκαμε. bbox=[246, 1046, 430, 1348]
portrait-caption: ΑΡΙΣΤΕΙΔΗΣ ΣΤΕΡΓΙΑΔΗΣ bbox=[473, 623, 751, 643]
divider bbox=[437, 1683, 609, 1684]
subheading-dystyxos: ΔΥΣΤΥΧΩΣ bbox=[981, 244, 1043, 257]
portrait-block bbox=[437, 134, 787, 651]
paragraph: Ὁ Λίγκολν ἐδολοφονήθη ἀπὸ τὸν ὀλίγων μεγάλων. Δὲν ἐδίστασε οὐδ' ἐπὶ στιγμὴν νὰ εἰσέλθῃ εἰς τὸν ἀγῶνα του. Ἐξεργάζῃ ὁ ἐν τῷ πολέμῳ κατὰ τῆς Βορείου καὶ Νοτίου Πολιτείων λόγῳ τοῦ ζητήματος τῆς δουλείας. Ἡ ἐπιτυχὴς ἐκτέλεσις του ἐπέτυχεν ἐπὶ τέλους ὁλόκληρα ἔτη. Τὴν Ἀπριλίου τοῦ 1865 μετὰ διαρκῆ ὀλίγην πλειονοψηφίαν, αἱ Νότιοι Πολιτεῖαι ἐδήλωσαν ὑποταγήν. bbox=[793, 352, 975, 509]
paragraph: Ἡ Ἀγγλικὴ λίρα ἐξιστατο χθὲς εἰς τὴν ἐλευθέραν ἀγορὰν πρὸς 100 δραχμάς. Οὐδὲ αἰσίως εἰς ἄλλην χώραν τὸ ἀγγλικὸν νόμισμα δὲν ἔχει τόσον ὑπερτιμηθῆ. Ὅταν ἡ Ἑλληνικὴ δραχμὴ ἀπέβη ἐπὶ τῆς μεταπολιτεύσεως πρὸς 25 λεπτά. bbox=[793, 1361, 975, 1452]
paragraph: Ἡ πτωχικὴ ζωὴ τοῦ μεγάλου Ἀμερικανοῦ προέδρου. — Ξυλοκόπος καὶ γίνη.... σιδηρουργός. — Ἡ φοίτησις του εἰς τὸ γυμνάσιο τοῦ χωριοῦ. — Ἀπὸ τὸ γυμνάσιο εἰς τὸ Πανεπιστήμιον. — Πῶς ἐξελέγη. — Οἱ μεγάλοι ἀγῶνες του ἐναντίον τῆς δουλείας τῶν μαύρων. — Τὸ τέλος του. bbox=[615, 994, 787, 1125]
paragraph: Ἡ γενναιοδωρία εἶνε ἡ γῆ καὶ τὰ πλούτη οἱ σπόροι ποὺ σπέρνουν στὴ γῆ. Δίνε, γιὰ νὰ μπορέσουν ἡ ρίζες νὰ στερεωθοῦν στὴ γῆ καὶ ν' ἀνθίσουν. bbox=[437, 1116, 609, 1181]
paragraph: Δυστυχῶς, ἡ εἴδησις δὲν εἶνε ἀληθής. bbox=[981, 316, 1163, 341]
issue-meta bbox=[965, 10, 1195, 108]
headline-life: Η ΖΩΗ bbox=[793, 522, 925, 563]
paragraph: — Πόσο τὰ μπαρμπουνάκια ; bbox=[258, 919, 399, 931]
paragraph: Εἰς οἱονδήποτε ἄλλο μέρος τοῦ κόσμου καὶ εἰς τὴν τελευταίαν ἀκόμη δημοκρατίαν τῆς Νοτίου Ἀμερικῆς καὶ εἰς αὐτὴν τὴν Λιβερίαν, Κυβέρνησις ἐπισυρεῦσα τόσας συμφορὰς κατὰ τῆς χώρας, ὅπως ἡ Κυβέρνησις τοῦ Γούναρη, ἀποχωλυθεῖσα ἐπανειλημμένως καὶ καταφόρως ὑπὸ τοῦ λαοῦ. Ὁ Λαὸς τῶν τόσων ἀγώνων ἠθελημένως ἐξεσφενδονισμένης πλέον ἐθνικῆς φλογός, ὁ Λαὸς τῶν ἀνοιχτῶν πληγῶν, δὲν ἐξεσηκώθη κατὰ τῶν ἀσυνειδήτων καὶ κακοβούλων. bbox=[793, 592, 975, 802]
paragraph: — Ὄχι. Ἐσὺ πρῶτος ποῦ δίνεις ἰδέα. Καὶ βλέπω εἶσαι εὐχαριστημένος. bbox=[246, 463, 430, 502]
paragraph: Ἂν μιλᾶς κακὸ γιὰ ἕναν, ἁμαρτάνεις, ἀκόμα κι' ἂν λὲς τὴν ἀλήθεια. Σχετικὰ μὲ ἕνα ἄλλο ποὺ ἀπουσιάζει, δὲν πρέπει νὰ λέγεται τίποτα. bbox=[437, 1490, 609, 1555]
paragraph: Παρακολουθήσατε τὸ σήμερον ἀρχίζον εἰς τὴν δευτέραν σελίδα τοῦ Ἔθνους ἐπαναμα τοῦ Ἀραβικοῦ βίου. bbox=[437, 1690, 609, 1742]
paragraph: — Ἀντωνάκη, ἔλεγα ἐγώ, παιδί μου Ἀντωνάκη. Κύττα μὴ χτυπήσουμε τὰ κεφάλια μας στὸν τοῖχο ! bbox=[246, 176, 430, 215]
